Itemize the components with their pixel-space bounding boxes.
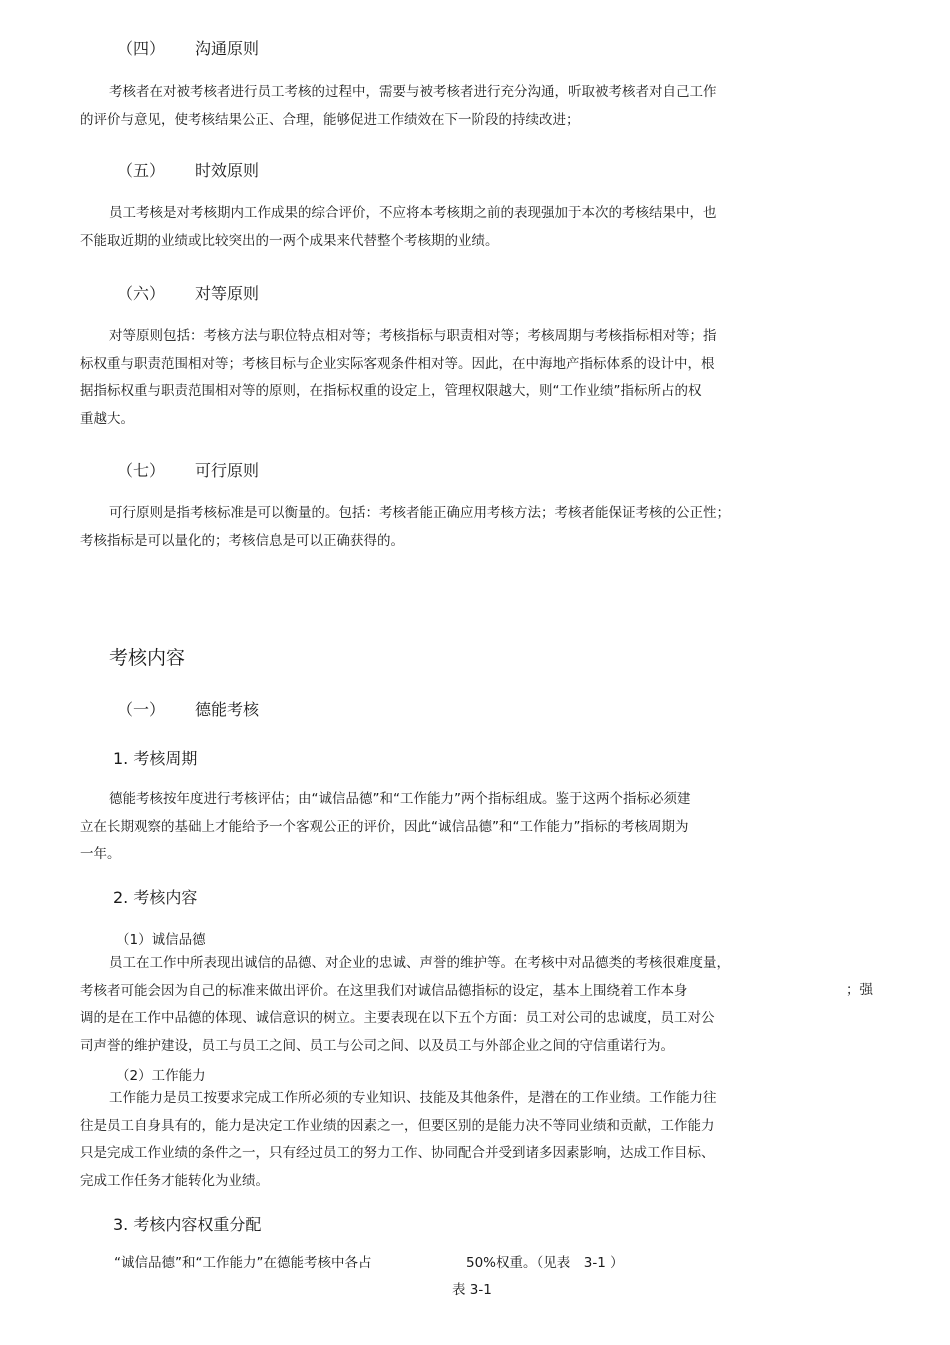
paragraph-line: 完成工作任务才能转化为业绩。	[80, 1172, 269, 1189]
heading-title: 沟通原则	[195, 39, 260, 58]
heading-number: （五）	[117, 161, 166, 180]
heading-title: 德能考核	[195, 700, 260, 719]
paragraph-line: 员工在工作中所表现出诚信的品德、对企业的忠诚、声誉的维护等。在考核中对品德类的考核很难度量，	[109, 955, 730, 971]
heading-number: （一）	[117, 700, 166, 719]
section-title: 考核内容	[109, 647, 186, 669]
heading-title: 对等原则	[195, 284, 260, 303]
paragraph-line: 对等原则包括：考核方法与职位特点相对等；考核指标与职责相对等；考核周期与考核指标相对等；指	[109, 328, 717, 344]
principle-heading	[117, 36, 259, 59]
heading-title: 可行原则	[195, 461, 260, 480]
weight-line-right: 50%权重。（见表 3-1 ）	[466, 1255, 624, 1271]
item-heading: 3. 考核内容权重分配	[113, 1215, 262, 1234]
paragraph-line: 考核者可能会因为自己的标准来做出评价。在这里我们对诚信品德指标的设定，基本上围绕着工作本身	[80, 982, 688, 999]
part-label: （1）诚信品德	[116, 932, 206, 948]
paragraph-line: 重越大。	[80, 410, 134, 427]
paragraph-line: 不能取近期的业绩或比较突出的一两个成果来代替整个考核期的业绩。	[80, 232, 499, 249]
principle-heading	[117, 158, 259, 181]
paragraph-line: 只是完成工作业绩的条件之一，只有经过员工的努力工作、协同配合并受到诸多因素影响，达成工作目标、	[80, 1145, 715, 1161]
heading-number: （四）	[117, 39, 166, 58]
subsection-heading	[117, 697, 259, 720]
part-label: （2）工作能力	[116, 1068, 206, 1084]
principle-paragraph	[80, 323, 717, 433]
weight-line-left: “诚信品德”和“工作能力”在德能考核中各占	[114, 1255, 372, 1271]
paragraph-line: 立在长期观察的基础上才能给予一个客观公正的评价，因此“诚信品德”和“工作能力”指标的考核周期为	[80, 818, 689, 835]
paragraph-line: 考核者在对被考核者进行员工考核的过程中，需要与被考核者进行充分沟通，听取被考核者对自己工作	[109, 84, 717, 100]
paragraph-line: 的评价与意见，使考核结果公正、合理，能够促进工作绩效在下一阶段的持续改进；	[80, 111, 580, 128]
principle-heading	[117, 458, 259, 481]
paragraph-fragment: ；强	[846, 982, 873, 998]
paragraph-line: 德能考核按年度进行考核评估；由“诚信品德”和“工作能力”两个指标组成。鉴于这两个指标必须建	[109, 791, 691, 807]
paragraph-line: 标权重与职责范围相对等；考核目标与企业实际客观条件相对等。因此，在中海地产指标体系的设计中，根	[80, 355, 715, 372]
principle-paragraph	[80, 500, 730, 555]
item-heading: 2. 考核内容	[113, 888, 198, 907]
paragraph-line: 可行原则是指考核标准是可以衡量的。包括：考核者能正确应用考核方法；考核者能保证考核的公正性；	[109, 505, 730, 521]
principle-paragraph	[80, 79, 717, 134]
paragraph-line: 工作能力是员工按要求完成工作所必须的专业知识、技能及其他条件，是潜在的工作业绩。工作能力往	[109, 1090, 717, 1106]
paragraph-line: 一年。	[80, 846, 121, 862]
item-paragraph	[80, 1085, 717, 1195]
item-heading: 1. 考核周期	[113, 749, 198, 768]
paragraph-line: 往是员工自身具有的，能力是决定工作业绩的因素之一，但要区别的是能力决不等同业绩和贡献，工作能力	[80, 1117, 715, 1134]
paragraph-line: 据指标权重与职责范围相对等的原则，在指标权重的设定上，管理权限越大，则“工作业绩”指标所占的权	[80, 383, 702, 399]
principle-heading	[117, 281, 259, 304]
item-paragraph	[80, 950, 730, 1060]
paragraph-line: 考核指标是可以量化的；考核信息是可以正确获得的。	[80, 532, 404, 549]
paragraph-line: 调的是在工作中品德的体现、诚信意识的树立。主要表现在以下五个方面：员工对公司的忠诚度，员工对公	[80, 1010, 715, 1026]
table-caption: 表 3-1	[452, 1282, 492, 1298]
paragraph-line: 员工考核是对考核期内工作成果的综合评价，不应将本考核期之前的表现强加于本次的考核结果中，也	[109, 205, 717, 221]
principle-paragraph	[80, 200, 717, 255]
item-paragraph	[80, 786, 690, 869]
heading-number: （七）	[117, 461, 166, 480]
heading-number: （六）	[117, 284, 166, 303]
heading-title: 时效原则	[195, 161, 260, 180]
paragraph-line: 司声誉的维护建设，员工与员工之间、员工与公司之间、以及员工与外部企业之间的守信重诺行为。	[80, 1037, 674, 1054]
